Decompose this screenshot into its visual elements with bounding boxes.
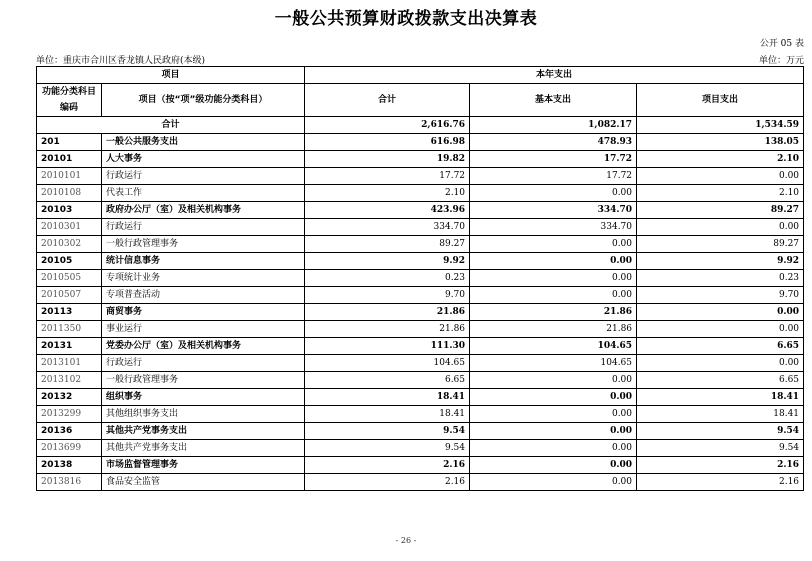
row-basic: 0.00 (470, 287, 637, 304)
row-total: 18.41 (305, 389, 470, 406)
expenditure-table (36, 66, 804, 491)
header-project: 项目支出 (637, 84, 804, 117)
header-total: 合计 (305, 84, 470, 117)
row-basic: 104.65 (470, 338, 637, 355)
row-project: 9.54 (637, 440, 804, 457)
header-item: 项目 (37, 67, 305, 84)
row-project: 6.65 (637, 372, 804, 389)
row-name: 商贸事务 (102, 304, 305, 321)
row-total: 423.96 (305, 202, 470, 219)
row-total: 9.70 (305, 287, 470, 304)
row-name: 专项统计业务 (102, 270, 305, 287)
row-total: 2.16 (305, 457, 470, 474)
row-code: 2013101 (37, 355, 102, 372)
row-basic: 0.00 (470, 253, 637, 270)
row-total: 2.10 (305, 185, 470, 202)
row-project: 2.16 (637, 457, 804, 474)
row-code: 20113 (37, 304, 102, 321)
row-total: 616.98 (305, 134, 470, 151)
row-project: 0.00 (637, 168, 804, 185)
row-total: 334.70 (305, 219, 470, 236)
row-project: 9.54 (637, 423, 804, 440)
row-basic: 0.00 (470, 185, 637, 202)
row-code: 20138 (37, 457, 102, 474)
row-code: 2010507 (37, 287, 102, 304)
row-name: 其他组织事务支出 (102, 406, 305, 423)
page-number: - 26 - (395, 536, 417, 545)
table-row (37, 134, 804, 151)
row-basic: 0.00 (470, 389, 637, 406)
row-project: 0.23 (637, 270, 804, 287)
row-total: 9.92 (305, 253, 470, 270)
row-basic: 0.00 (470, 423, 637, 440)
row-code: 20103 (37, 202, 102, 219)
row-total: 19.82 (305, 151, 470, 168)
row-basic: 0.00 (470, 457, 637, 474)
table-row (37, 202, 804, 219)
row-project: 2.10 (637, 151, 804, 168)
row-total: 111.30 (305, 338, 470, 355)
row-project: 9.92 (637, 253, 804, 270)
row-basic: 21.86 (470, 321, 637, 338)
row-code: 2010302 (37, 236, 102, 253)
row-code: 20105 (37, 253, 102, 270)
table-row (37, 219, 804, 236)
row-name: 其他共产党事务支出 (102, 423, 305, 440)
table-row (37, 474, 804, 491)
row-code: 20101 (37, 151, 102, 168)
total-project: 1,534.59 (637, 117, 804, 134)
header-row-top (37, 67, 804, 84)
table-row (37, 440, 804, 457)
row-name: 事业运行 (102, 321, 305, 338)
row-basic: 17.72 (470, 151, 637, 168)
row-name: 专项普查活动 (102, 287, 305, 304)
row-total: 21.86 (305, 304, 470, 321)
row-code: 2013299 (37, 406, 102, 423)
row-total: 0.23 (305, 270, 470, 287)
row-code: 2011350 (37, 321, 102, 338)
header-func-name: 项目（按“项”级功能分类科目） (102, 84, 305, 117)
row-code: 20136 (37, 423, 102, 440)
row-total: 9.54 (305, 423, 470, 440)
header-current-year: 本年支出 (305, 67, 804, 84)
table-body (37, 67, 804, 491)
row-project: 2.10 (637, 185, 804, 202)
row-basic: 0.00 (470, 440, 637, 457)
row-code: 20132 (37, 389, 102, 406)
table-row (37, 457, 804, 474)
row-code: 2010301 (37, 219, 102, 236)
row-basic: 0.00 (470, 372, 637, 389)
row-project: 138.05 (637, 134, 804, 151)
total-label: 合计 (37, 117, 305, 134)
row-project: 9.70 (637, 287, 804, 304)
page-title: 一般公共预算财政拨款支出决算表 (274, 9, 538, 29)
row-basic: 478.93 (470, 134, 637, 151)
row-project: 18.41 (637, 406, 804, 423)
currency-unit: 单位：万元 (758, 56, 804, 66)
table-row (37, 304, 804, 321)
row-name: 其他共产党事务支出 (102, 440, 305, 457)
row-project: 18.41 (637, 389, 804, 406)
row-code: 2010108 (37, 185, 102, 202)
row-project: 89.27 (637, 236, 804, 253)
row-total: 89.27 (305, 236, 470, 253)
row-total: 17.72 (305, 168, 470, 185)
header-basic: 基本支出 (470, 84, 637, 117)
table-row (37, 287, 804, 304)
row-total: 104.65 (305, 355, 470, 372)
row-code: 2010101 (37, 168, 102, 185)
row-name: 市场监督管理事务 (102, 457, 305, 474)
row-project: 2.16 (637, 474, 804, 491)
row-code: 2010505 (37, 270, 102, 287)
reporting-unit: 单位：重庆市合川区香龙镇人民政府(本级) (36, 56, 206, 66)
row-name: 行政运行 (102, 168, 305, 185)
row-code: 20131 (37, 338, 102, 355)
table-row (37, 236, 804, 253)
row-basic: 0.00 (470, 270, 637, 287)
row-name: 党委办公厅（室）及相关机构事务 (102, 338, 305, 355)
row-total: 2.16 (305, 474, 470, 491)
table-row (37, 253, 804, 270)
row-name: 一般公共服务支出 (102, 134, 305, 151)
header-row-columns (37, 84, 804, 117)
row-basic: 0.00 (470, 474, 637, 491)
row-name: 组织事务 (102, 389, 305, 406)
table-row (37, 151, 804, 168)
table-row (37, 270, 804, 287)
row-basic: 17.72 (470, 168, 637, 185)
table-row (37, 423, 804, 440)
form-number: 公开 05 表 (759, 39, 804, 49)
table-row (37, 185, 804, 202)
row-basic: 0.00 (470, 236, 637, 253)
row-basic: 21.86 (470, 304, 637, 321)
row-total: 18.41 (305, 406, 470, 423)
table-row (37, 389, 804, 406)
row-name: 行政运行 (102, 219, 305, 236)
row-name: 食品安全监管 (102, 474, 305, 491)
table-row (37, 355, 804, 372)
row-total: 6.65 (305, 372, 470, 389)
row-code: 201 (37, 134, 102, 151)
total-row (37, 117, 804, 134)
total-sum: 2,616.76 (305, 117, 470, 134)
row-total: 9.54 (305, 440, 470, 457)
row-code: 2013816 (37, 474, 102, 491)
header-func-code: 功能分类科目编码 (37, 84, 102, 117)
row-code: 2013102 (37, 372, 102, 389)
table-row (37, 168, 804, 185)
row-name: 统计信息事务 (102, 253, 305, 270)
row-name: 一般行政管理事务 (102, 372, 305, 389)
row-code: 2013699 (37, 440, 102, 457)
row-name: 行政运行 (102, 355, 305, 372)
total-basic: 1,082.17 (470, 117, 637, 134)
row-project: 0.00 (637, 219, 804, 236)
row-project: 0.00 (637, 321, 804, 338)
table-row (37, 372, 804, 389)
row-project: 6.65 (637, 338, 804, 355)
table-row (37, 406, 804, 423)
row-project: 0.00 (637, 304, 804, 321)
row-project: 0.00 (637, 355, 804, 372)
row-name: 一般行政管理事务 (102, 236, 305, 253)
row-name: 人大事务 (102, 151, 305, 168)
row-name: 代表工作 (102, 185, 305, 202)
row-basic: 104.65 (470, 355, 637, 372)
row-basic: 334.70 (470, 219, 637, 236)
row-total: 21.86 (305, 321, 470, 338)
row-project: 89.27 (637, 202, 804, 219)
table-row (37, 338, 804, 355)
table-row (37, 321, 804, 338)
row-name: 政府办公厅（室）及相关机构事务 (102, 202, 305, 219)
row-basic: 0.00 (470, 406, 637, 423)
row-basic: 334.70 (470, 202, 637, 219)
